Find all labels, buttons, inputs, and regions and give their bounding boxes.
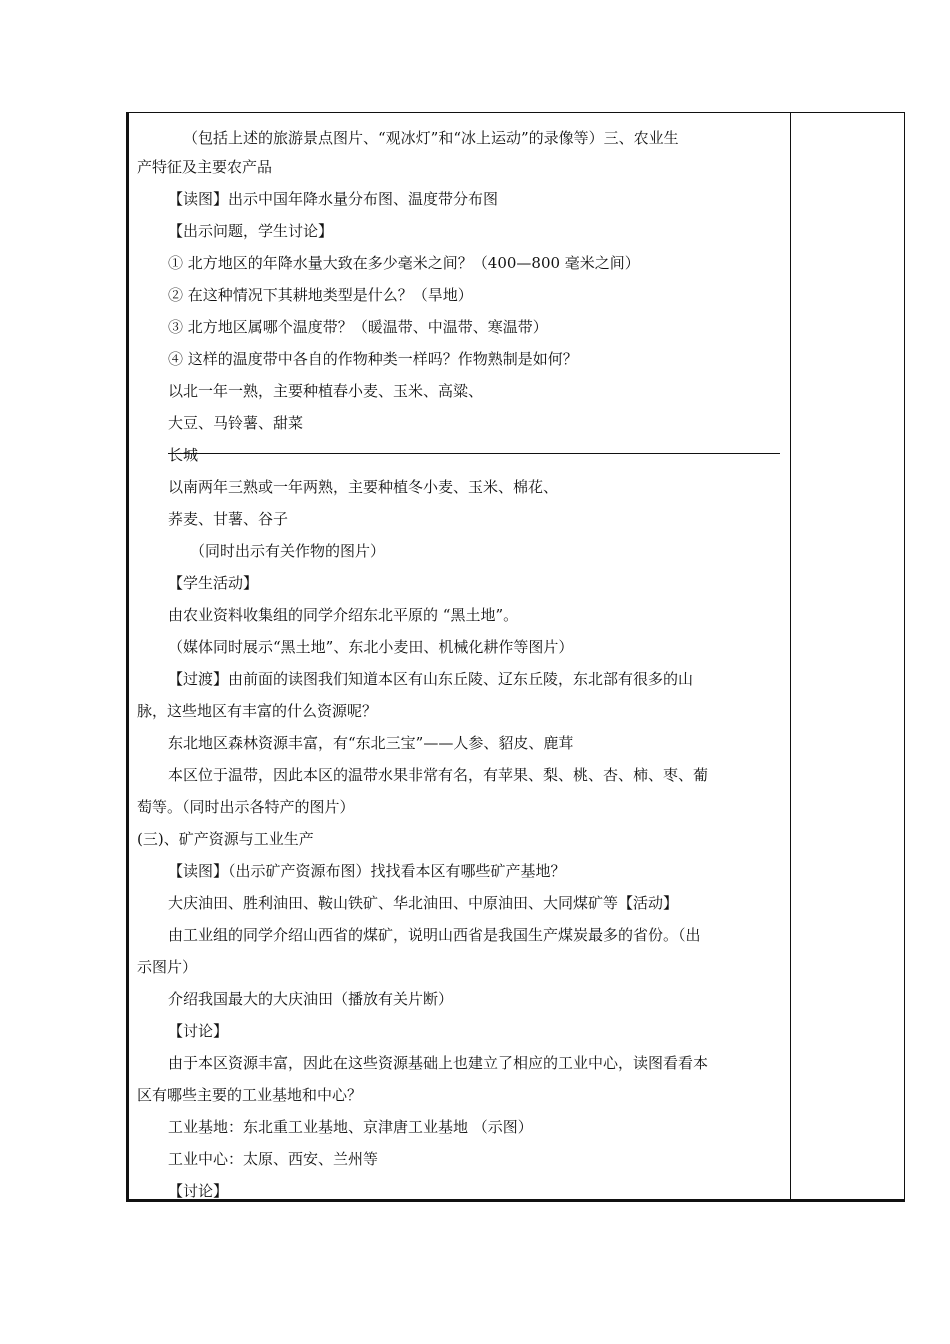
text-line: 大庆油田、胜利油田、鞍山铁矿、华北油田、中原油田、大同煤矿等【活动】	[168, 894, 679, 912]
question-1: ① 北方地区的年降水量大致在多少毫米之间？（400—800 毫米之间）	[168, 254, 640, 272]
text-line: （包括上述的旅游景点图片、“观冰灯”和“冰上运动”的录像等）三、农业生	[183, 129, 679, 147]
text-line: 【读图】（出示矿产资源布图）找找看本区有哪些矿产基地？	[168, 862, 566, 880]
text-line: 由农业资料收集组的同学介绍东北平原的 “黑土地”。	[168, 606, 519, 624]
text-line: 【出示问题，学生讨论】	[168, 222, 334, 240]
question-2: ② 在这种情况下其耕地类型是什么？（旱地）	[168, 286, 473, 304]
text-line: 【过渡】由前面的读图我们知道本区有山东丘陵、辽东丘陵，东北部有很多的山	[168, 670, 694, 688]
text-line: 荞麦、甘薯、谷子	[168, 510, 289, 528]
text-line: 东北地区森林资源丰富，有“东北三宝”——人参、貂皮、鹿茸	[168, 734, 574, 752]
text-line: 由于本区资源丰富，因此在这些资源基础上也建立了相应的工业中心，读图看看本	[168, 1054, 709, 1072]
text-line: 示图片）	[137, 958, 198, 976]
text-line: 脉，这些地区有丰富的什么资源呢？	[137, 702, 378, 720]
text-line: 由工业组的同学介绍山西省的煤矿，说明山西省是我国生产煤炭最多的省份。（出	[168, 926, 701, 944]
text-line: 以北一年一熟，主要种植春小麦、玉米、高粱、	[168, 382, 484, 400]
text-line: 大豆、马铃薯、甜菜	[168, 414, 304, 432]
section-heading: 【学生活动】	[168, 574, 259, 592]
great-wall-label: 长城	[168, 446, 199, 464]
text-line: 产特征及主要农产品	[137, 158, 273, 176]
question-4: ④ 这样的温度带中各自的作物种类一样吗？作物熟制是如何？	[168, 350, 578, 368]
text-line: 本区位于温带，因此本区的温带水果非常有名，有苹果、梨、桃、杏、柿、枣、葡	[168, 766, 709, 784]
text-line: 工业基地：东北重工业基地、京津唐工业基地 （示图）	[168, 1118, 533, 1136]
section-heading: (三)、矿产资源与工业生产	[137, 830, 314, 848]
text-line: 【读图】出示中国年降水量分布图、温度带分布图	[168, 190, 499, 208]
question-3: ③ 北方地区属哪个温度带？（暖温带、中温带、寒温带）	[168, 318, 548, 336]
text-line: 以南两年三熟或一年两熟，主要种植冬小麦、玉米、棉花、	[168, 478, 559, 496]
text-line: （同时出示有关作物的图片）	[190, 542, 386, 560]
text-line: 区有哪些主要的工业基地和中心？	[137, 1086, 363, 1104]
text-line: （媒体同时展示“黑土地”、东北小麦田、机械化耕作等图片）	[168, 638, 574, 656]
section-heading: 【讨论】	[168, 1182, 229, 1200]
section-heading: 【讨论】	[168, 1022, 229, 1040]
text-line: 萄等。（同时出示各特产的图片）	[137, 798, 355, 816]
text-line: 工业中心：太原、西安、兰州等	[168, 1150, 379, 1168]
column-divider	[790, 113, 791, 1199]
text-line: 介绍我国最大的大庆油田（播放有关片断）	[168, 990, 454, 1008]
great-wall-divider-line	[168, 453, 780, 454]
lesson-table	[126, 112, 905, 1202]
